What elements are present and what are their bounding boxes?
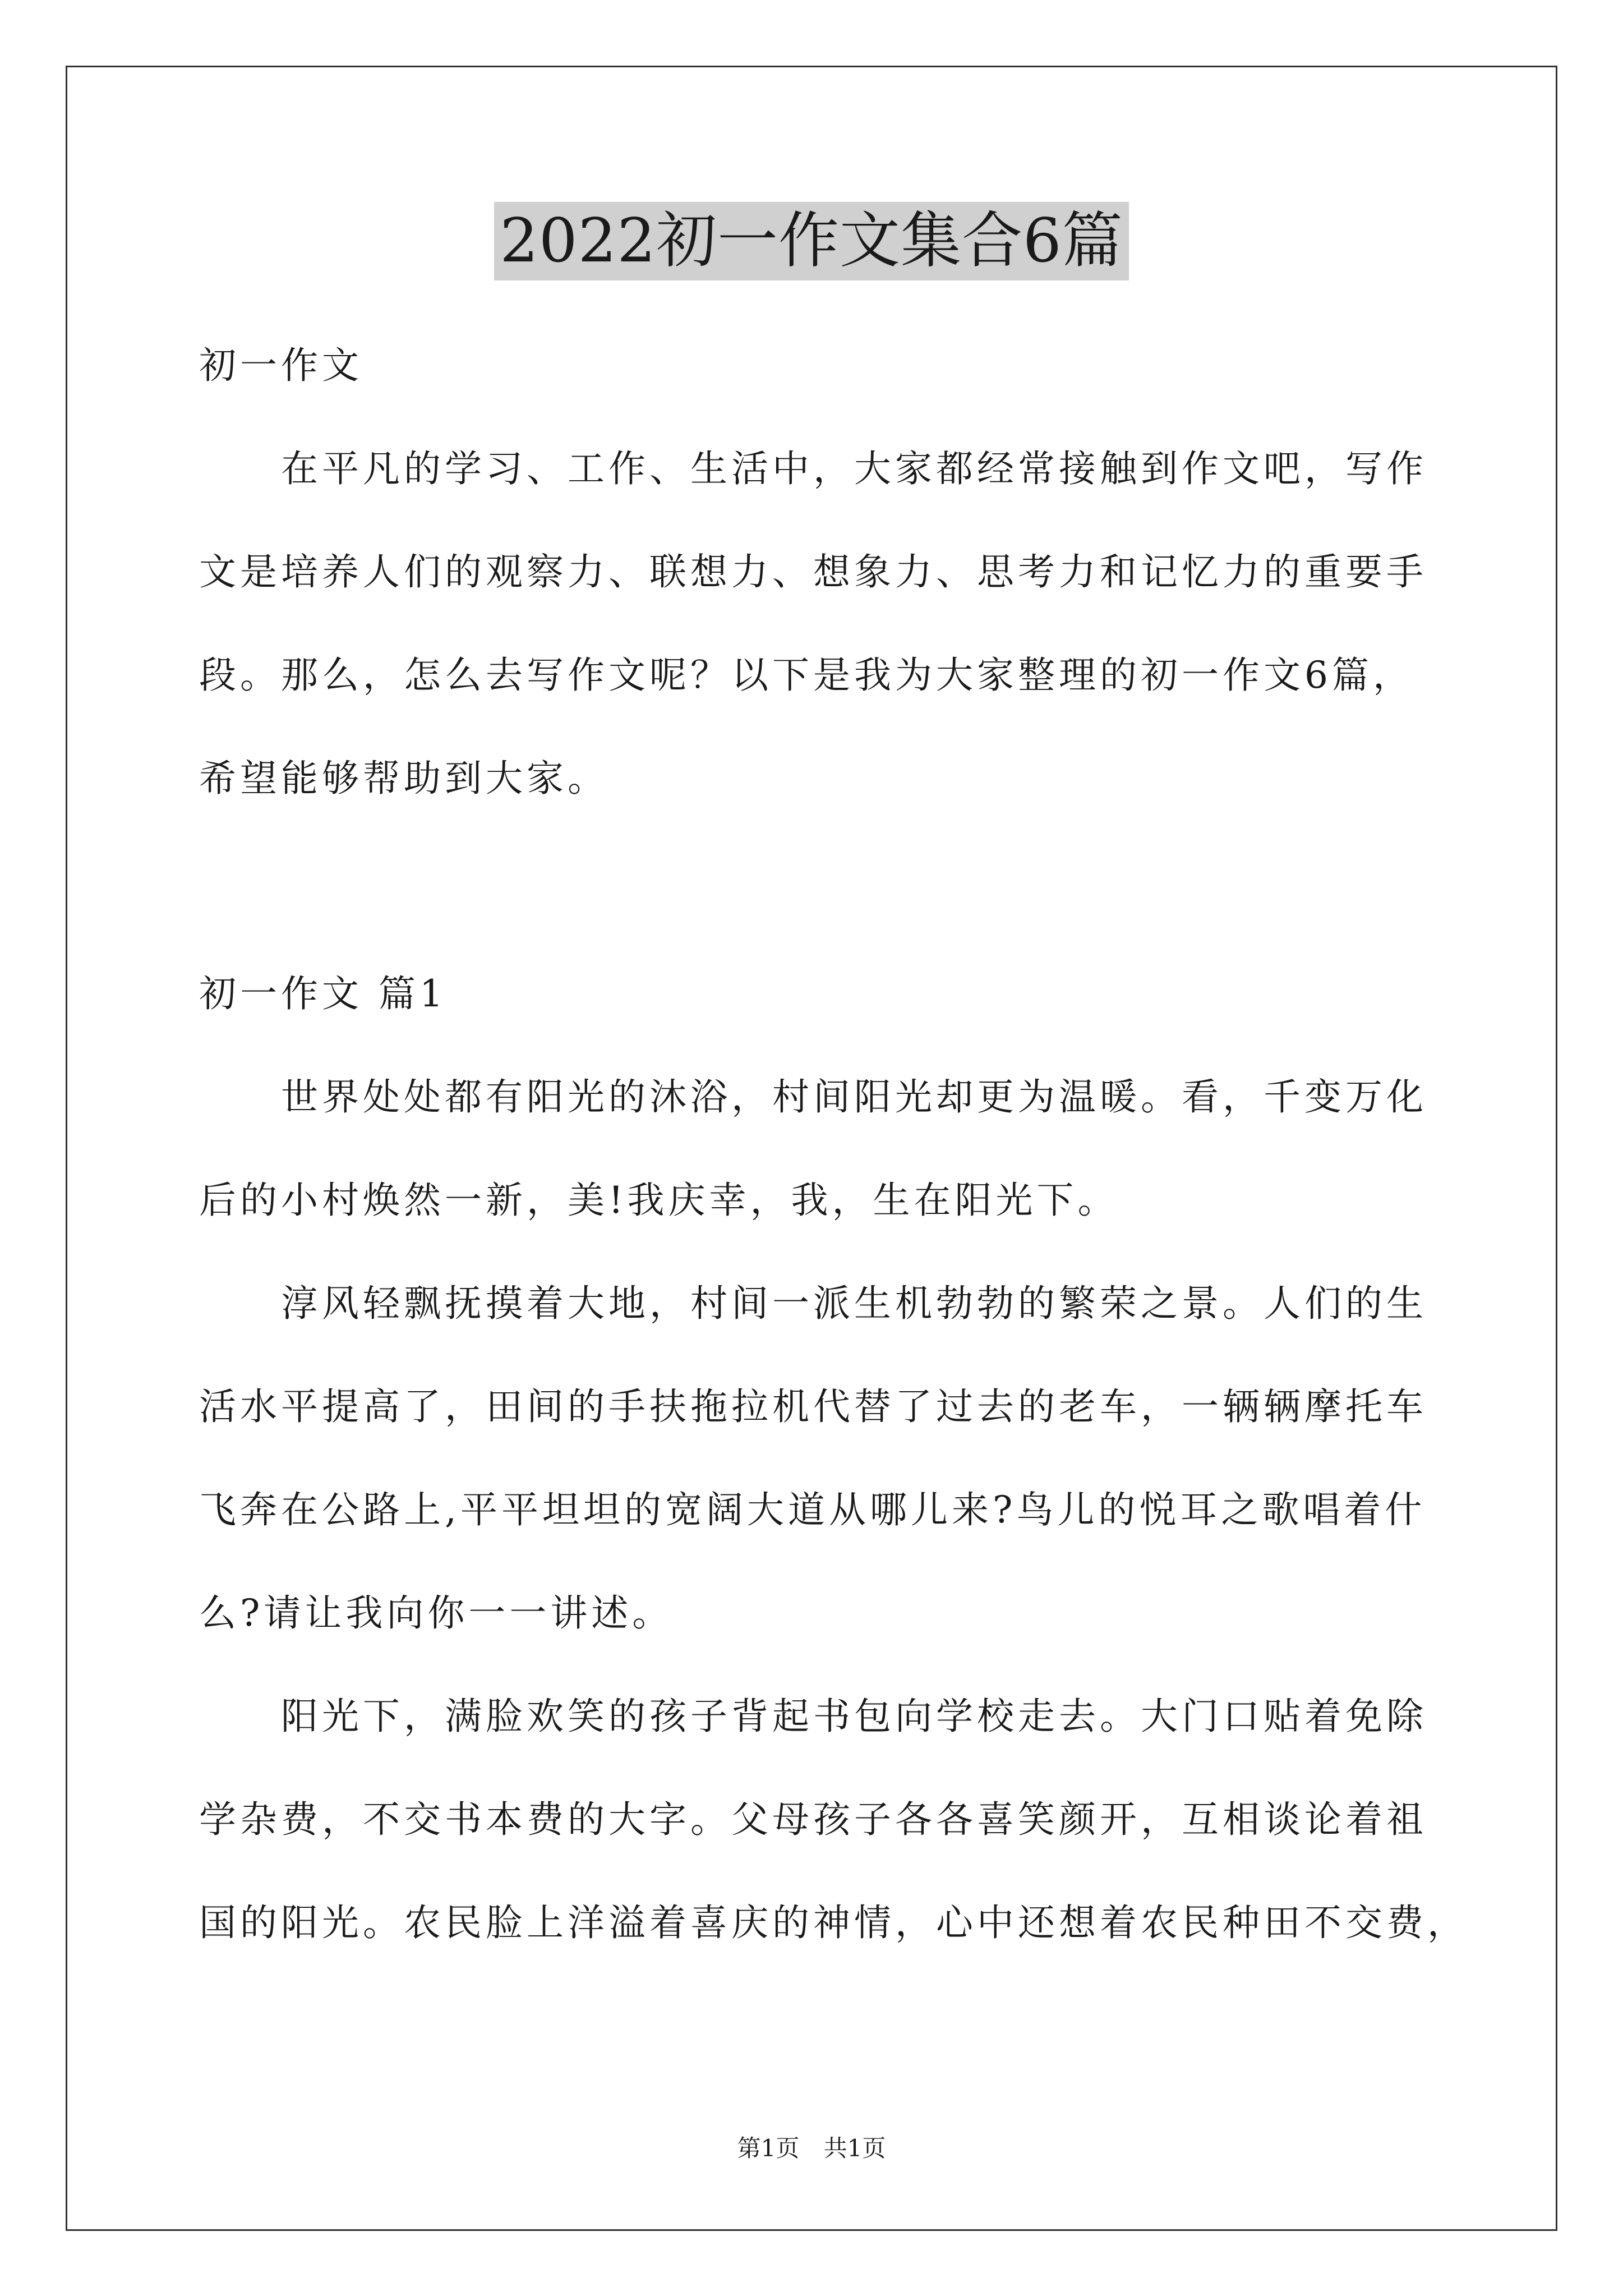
paragraph-line: 阳光下，满脸欢笑的孩子背起书包向学校走去。大门口贴着免除 [281, 1695, 1427, 1738]
title-container [0, 202, 1623, 280]
document-title: 2022初一作文集合6篇 [494, 202, 1129, 280]
paragraph-line: 么?请让我向你一一讲述。 [199, 1591, 674, 1635]
page-footer [0, 2132, 1623, 2165]
section-heading: 初一作文 篇1 [199, 972, 447, 1015]
intro-heading: 初一作文 [199, 344, 363, 387]
intro-line: 段。那么，怎么去写作文呢？以下是我为大家整理的初一作文6篇， [199, 654, 1414, 697]
intro-paragraph [199, 417, 1433, 830]
paragraph-line: 学杂费，不交书本费的大字。父母孩子各各喜笑颜开，互相谈论着祖 [199, 1798, 1427, 1841]
paragraph-3 [199, 1665, 1468, 1975]
paragraph-line: 活水平提高了，田间的手扶拖拉机代替了过去的老车，一辆辆摩托车 [199, 1385, 1427, 1428]
paragraph-line: 飞奔在公路上,平平坦坦的宽阔大道从哪儿来?鸟儿的悦耳之歌唱着什 [199, 1488, 1426, 1531]
intro-line: 文是培养人们的观察力、联想力、想象力、思考力和记忆力的重要手 [199, 550, 1427, 593]
intro-line: 希望能够帮助到大家。 [199, 757, 608, 800]
paragraph-line: 世界处处都有阳光的沐浴，村间阳光却更为温暖。看，千变万化 [281, 1075, 1427, 1119]
section-gap [199, 830, 1433, 942]
paragraph-1 [199, 1046, 1433, 1252]
document-body [199, 314, 1468, 1975]
intro-line: 在平凡的学习、工作、生活中，大家都经常接触到作文吧，写作 [281, 447, 1427, 490]
paragraph-line: 后的小村焕然一新，美!我庆幸，我，生在阳光下。 [199, 1179, 1119, 1222]
page-number: 第1页 共1页 [737, 2134, 886, 2162]
paragraph-line: 淳风轻飘抚摸着大地，村间一派生机勃勃的繁荣之景。人们的生 [281, 1282, 1427, 1325]
paragraph-2 [199, 1252, 1433, 1665]
paragraph-line: 国的阳光。农民脸上洋溢着喜庆的神情，心中还想着农民种田不交费， [199, 1901, 1468, 1944]
